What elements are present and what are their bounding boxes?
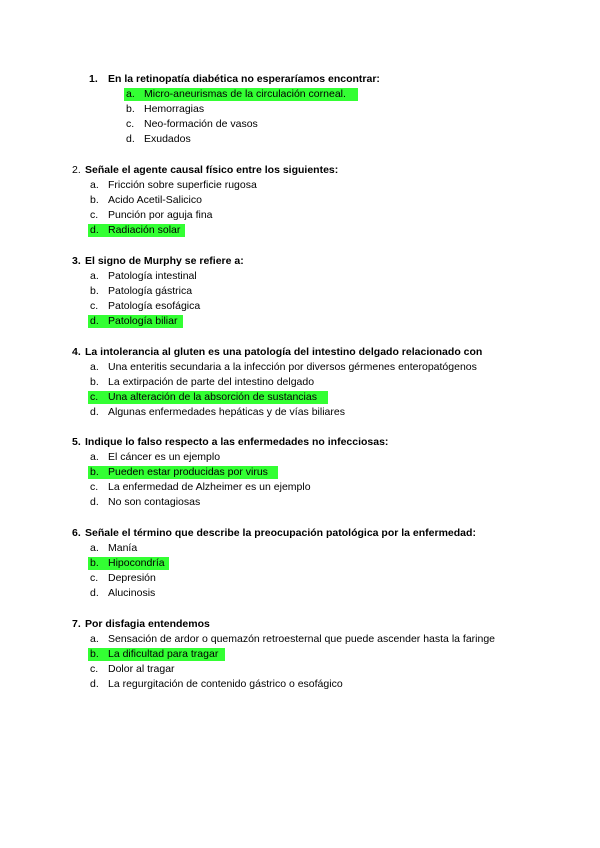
question-title — [0, 163, 600, 178]
question-number: 3. — [72, 255, 81, 267]
option-letter: a. — [126, 88, 135, 100]
option-d — [90, 586, 600, 601]
option-a — [90, 178, 600, 193]
option-text: La dificultad para tragar — [108, 648, 219, 660]
question-4 — [0, 345, 600, 420]
option-text: Fricción sobre superficie rugosa — [108, 179, 257, 191]
question-text: Indique lo falso respecto a las enfermedades no infecciosas: — [85, 436, 389, 448]
option-text: La regurgitación de contenido gástrico o esofágico — [108, 678, 343, 690]
option-text: Alucinosis — [108, 587, 156, 599]
option-b — [126, 102, 600, 117]
option-letter: c. — [126, 118, 135, 130]
option-letter: c. — [90, 300, 99, 312]
option-letter: d. — [90, 406, 99, 418]
option-text: La enfermedad de Alzheimer es un ejemplo — [108, 481, 311, 493]
option-text: Dolor al tragar — [108, 663, 175, 675]
option-letter: d. — [126, 133, 135, 145]
option-text: Una enteritis secundaria a la infección por diversos gérmenes enteropatógenos — [108, 361, 477, 373]
option-text: Hipocondría — [108, 557, 165, 569]
option-d — [90, 495, 600, 510]
option-b — [90, 193, 600, 208]
question-7 — [0, 617, 600, 692]
option-text: Patología gástrica — [108, 285, 193, 297]
question-title — [0, 345, 600, 360]
option-text: Punción por aguja fina — [108, 209, 213, 221]
question-title — [0, 435, 600, 450]
option-b-correct — [90, 465, 600, 480]
option-letter: d. — [90, 587, 99, 599]
option-c — [90, 299, 600, 314]
option-letter: d. — [90, 315, 99, 327]
option-d — [90, 677, 600, 692]
question-number: 6. — [72, 527, 81, 539]
option-letter: b. — [90, 648, 99, 660]
option-text: Hemorragias — [144, 103, 205, 115]
option-letter: c. — [90, 391, 99, 403]
question-3 — [0, 254, 600, 329]
option-letter: c. — [90, 572, 99, 584]
option-text: Radiación solar — [108, 224, 181, 236]
option-letter: a. — [90, 179, 99, 191]
option-a — [90, 450, 600, 465]
option-a — [90, 360, 600, 375]
option-letter: a. — [90, 361, 99, 373]
option-text: Micro-aneurismas de la circulación corneal. — [144, 88, 346, 100]
question-text: Por disfagia entendemos — [85, 618, 210, 630]
question-title — [0, 254, 600, 269]
option-a — [90, 541, 600, 556]
option-text: La extirpación de parte del intestino delgado — [108, 376, 315, 388]
question-number: 2. — [72, 164, 81, 176]
option-letter: a. — [90, 270, 99, 282]
option-text: Algunas enfermedades hepáticas y de vías biliares — [108, 406, 345, 418]
option-a-correct — [126, 87, 600, 102]
question-title — [0, 72, 600, 87]
question-text: Señale el término que describe la preocupación patológica por la enfermedad: — [85, 527, 476, 539]
option-text: Una alteración de la absorción de sustancias — [108, 391, 317, 403]
question-number: 7. — [72, 618, 81, 630]
option-text: Manía — [108, 542, 138, 554]
option-c — [90, 662, 600, 677]
option-letter: b. — [90, 285, 99, 297]
option-letter: a. — [90, 451, 99, 463]
question-title — [0, 526, 600, 541]
option-letter: b. — [90, 557, 99, 569]
option-letter: b. — [90, 194, 99, 206]
option-d-correct — [90, 223, 600, 238]
option-d — [90, 405, 600, 420]
question-5 — [0, 435, 600, 510]
option-c — [90, 480, 600, 495]
option-d-correct — [90, 314, 600, 329]
question-number: 1. — [89, 73, 98, 85]
option-text: Patología intestinal — [108, 270, 197, 282]
option-text: Sensación de ardor o quemazón retroesternal que puede ascender hasta la faringe — [108, 633, 496, 645]
option-text: No son contagiosas — [108, 496, 201, 508]
question-number: 5. — [72, 436, 81, 448]
option-letter: c. — [90, 663, 99, 675]
option-text: Neo-formación de vasos — [144, 118, 258, 130]
option-text: Patología esofágica — [108, 300, 201, 312]
option-c — [90, 208, 600, 223]
option-a — [90, 269, 600, 284]
question-text: La intolerancia al gluten es una patología del intestino delgado relacionado con — [85, 346, 483, 358]
option-text: Depresión — [108, 572, 156, 584]
option-b-correct — [90, 647, 600, 662]
option-text: Exudados — [144, 133, 191, 145]
question-2 — [0, 163, 600, 238]
option-text: Patología biliar — [108, 315, 178, 327]
option-letter: a. — [90, 633, 99, 645]
option-letter: c. — [90, 209, 99, 221]
option-letter: b. — [90, 376, 99, 388]
option-letter: c. — [90, 481, 99, 493]
option-a — [90, 632, 600, 647]
option-b — [90, 284, 600, 299]
question-1 — [0, 72, 600, 147]
option-letter: a. — [90, 542, 99, 554]
question-number: 4. — [72, 346, 81, 358]
option-letter: d. — [90, 224, 99, 236]
question-text: El signo de Murphy se refiere a: — [85, 255, 244, 267]
option-letter: d. — [90, 496, 99, 508]
option-b-correct — [90, 556, 600, 571]
question-text: En la retinopatía diabética no esperaríamos encontrar: — [108, 73, 380, 85]
option-c — [126, 117, 600, 132]
option-text: Pueden estar producidas por virus — [108, 466, 268, 478]
option-text: Acido Acetil-Salicico — [108, 194, 202, 206]
question-6 — [0, 526, 600, 601]
question-text: Señale el agente causal físico entre los siguientes: — [85, 164, 339, 176]
option-b — [90, 375, 600, 390]
option-letter: b. — [90, 466, 99, 478]
option-text: El cáncer es un ejemplo — [108, 451, 221, 463]
option-c — [90, 571, 600, 586]
option-letter: b. — [126, 103, 135, 115]
question-title — [0, 617, 600, 632]
option-c-correct — [90, 390, 600, 405]
option-d — [126, 132, 600, 147]
option-letter: d. — [90, 678, 99, 690]
